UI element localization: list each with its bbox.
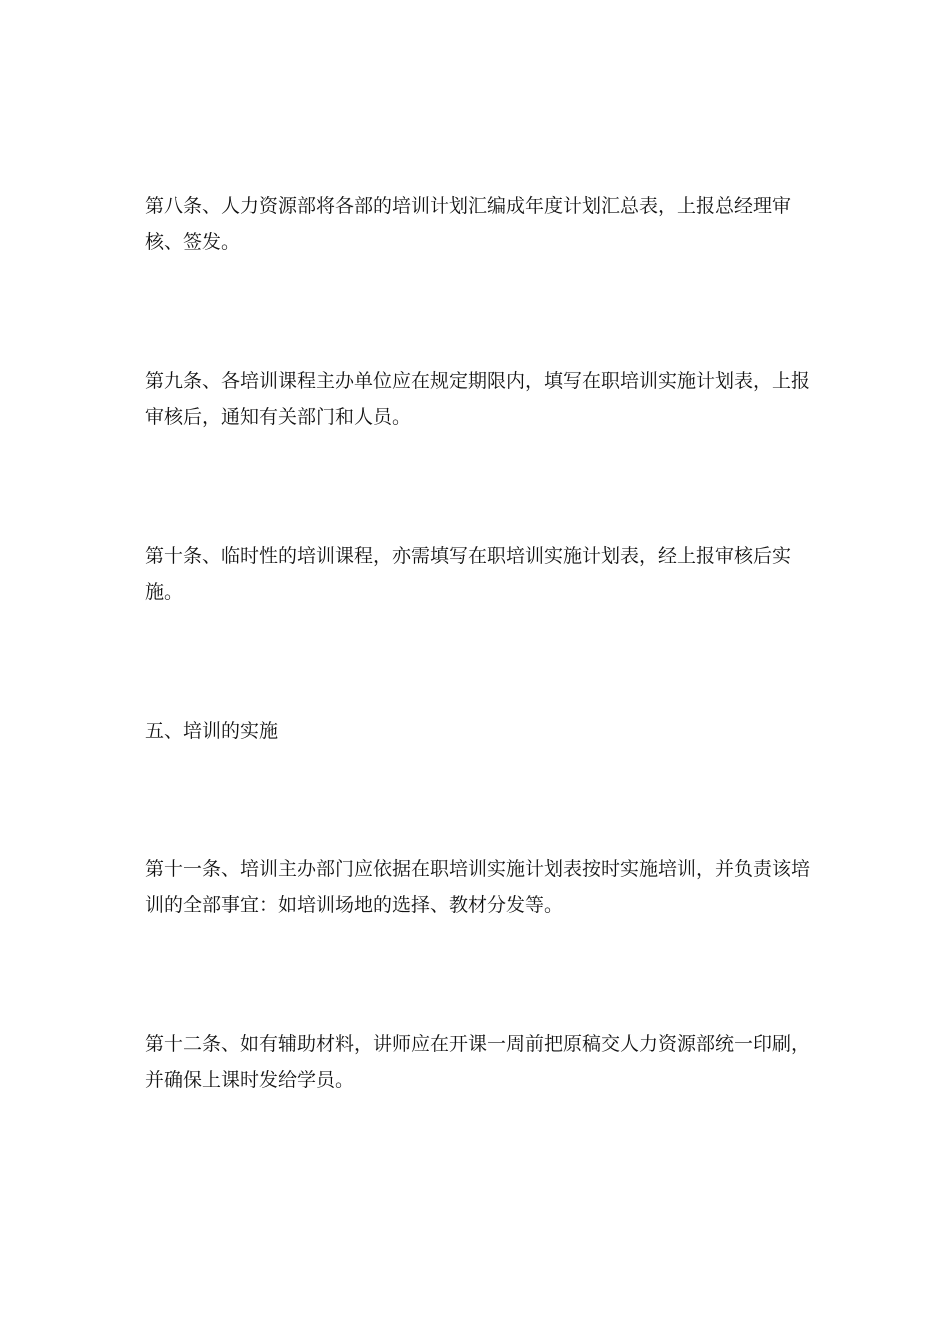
article-11-paragraph: 第十一条、培训主办部门应依据在职培训实施计划表按时实施培训，并负责该培训的全部事宜：如培训场地的选择、教材分发等。 [145, 858, 811, 916]
article-9-paragraph: 第九条、各培训课程主办单位应在规定期限内，填写在职培训实施计划表，上报审核后，通知有关部门和人员。 [145, 370, 811, 428]
article-10-paragraph: 第十条、临时性的培训课程，亦需填写在职培训实施计划表，经上报审核后实施。 [145, 545, 792, 603]
article-8-paragraph: 第八条、人力资源部将各部的培训计划汇编成年度计划汇总表，上报总经理审核、签发。 [145, 195, 792, 253]
article-12-paragraph: 第十二条、如有辅助材料，讲师应在开课一周前把原稿交人力资源部统一印刷，并确保上课时发给学员。 [145, 1033, 811, 1091]
section-5-heading: 五、培训的实施 [145, 720, 279, 742]
